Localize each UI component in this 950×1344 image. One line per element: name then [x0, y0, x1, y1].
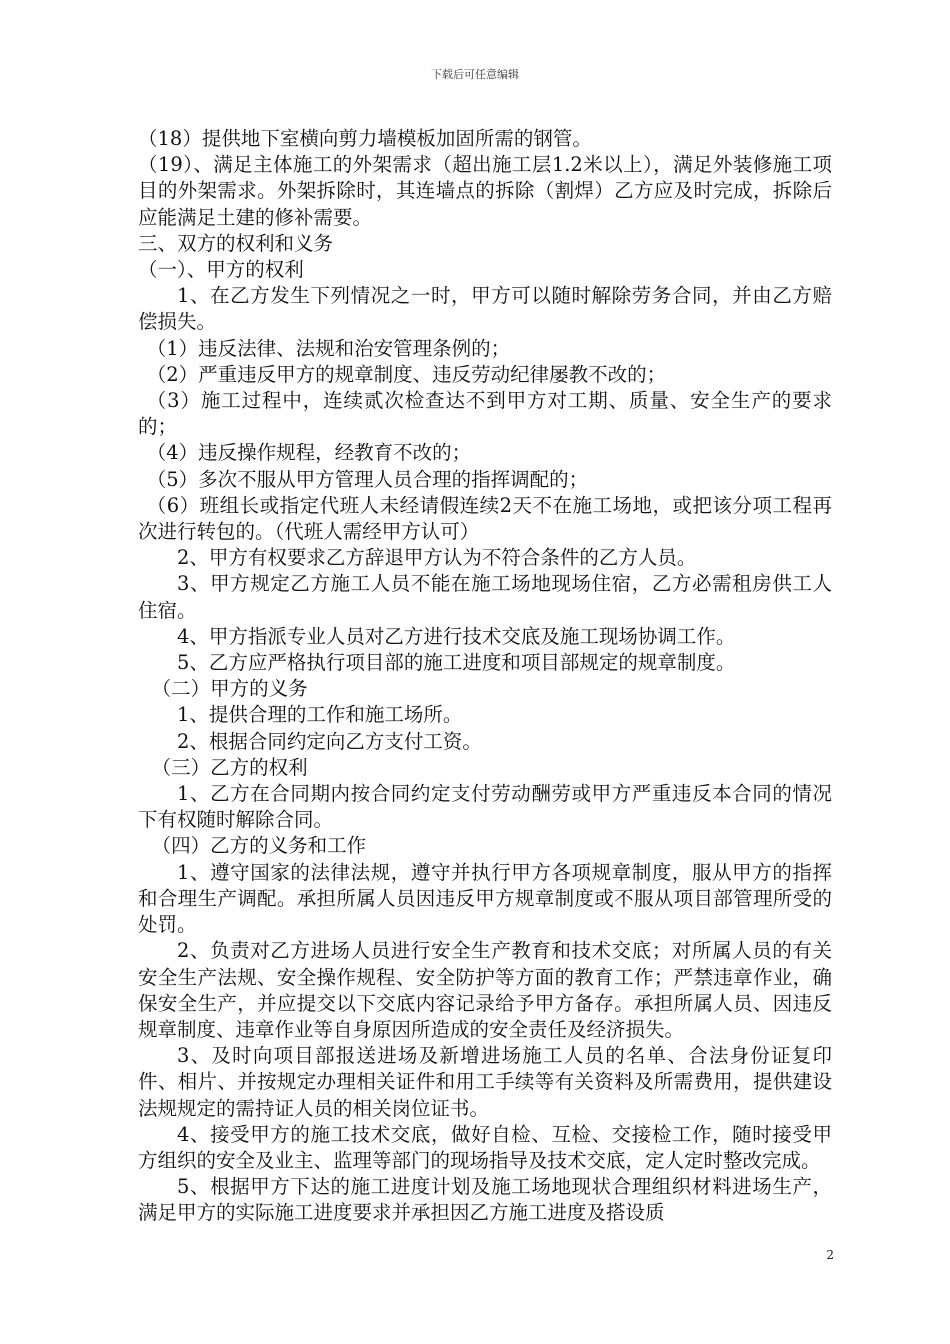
paragraph: 1、在乙方发生下列情况之一时，甲方可以随时解除劳务合同，并由乙方赔偿损失。 [138, 284, 832, 334]
paragraph: 5、乙方应严格执行项目部的施工进度和项目部规定的规章制度。 [177, 651, 736, 675]
paragraph: 4、接受甲方的施工技术交底，做好自检、互检、交接检工作，随时接受甲方组织的安全及业主、监理等部门的现场指导及技术交底，定人定时整改完成。 [138, 1122, 832, 1172]
paragraph: 1、遵守国家的法律法规，遵守并执行甲方各项规章制度，服从甲方的指挥和合理生产调配。承担所属人员因违反甲方规章制度或不服从项目部管理所受的处罚。 [138, 860, 832, 937]
paragraph: 3、及时向项目部报送进场及新增进场施工人员的名单、合法身份证复印件、相片、并按规定办理相关证件和用工手续等有关资料及所需费用，提供建设法规规定的需持证人员的相关岗位证书。 [138, 1044, 832, 1120]
paragraph: 1、提供合理的工作和施工场所。 [177, 703, 463, 727]
list-item: （5）多次不服从甲方管理人员合理的指挥调配的； [146, 467, 589, 491]
subsection-heading: （三）乙方的权利 [151, 755, 308, 779]
paragraph: 2、根据合同约定向乙方支付工资。 [177, 729, 482, 753]
paragraph: 5、根据甲方下达的施工进度计划及施工场地现状合理组织材料进场生产，满足甲方的实际施工进度要求并承担因乙方施工进度及搭设质 [138, 1175, 832, 1225]
page-number: 2 [826, 1248, 834, 1262]
document-body [138, 126, 832, 1227]
subsection-heading: （四）乙方的义务和工作 [151, 834, 367, 858]
subsection-heading: （二）甲方的义务 [151, 677, 308, 701]
paragraph: 4、甲方指派专业人员对乙方进行技术交底及施工现场协调工作。 [177, 624, 736, 648]
list-item: （1）违反法律、法规和治安管理条例的； [146, 336, 511, 360]
paragraph: 2、负责对乙方进场人员进行安全生产教育和技术交底；对所属人员的有关安全生产法规、安全操作规程、安全防护等方面的教育工作；严禁违章作业，确保安全生产，并应提交以下交底内容记录给予甲方备存。承担所属人员、因违反规章制度、违章作业等自身原因所造成的安全责任及经济损失。 [138, 939, 832, 1041]
section-heading: 三、双方的权利和义务 [138, 231, 334, 255]
list-item: （3）施工过程中，连续贰次检查达不到甲方对工期、质量、安全生产的要求的； [138, 389, 832, 439]
list-item: （6）班组长或指定代班人未经请假连续2天不在施工场地，或把该分项工程再次进行转包的。（代班人需经甲方认可） [138, 493, 832, 544]
paragraph: （18）提供地下室横向剪力墙模板加固所需的钢管。 [138, 127, 592, 150]
paragraph: 3、甲方规定乙方施工人员不能在施工场地现场住宿，乙方必需租房供工人住宿。 [138, 572, 832, 622]
list-item: （4）违反操作规程，经教育不改的； [146, 441, 472, 465]
paragraph: 1、乙方在合同期内按合同约定支付劳动酬劳或甲方严重违反本合同的情况下有权随时解除合同。 [138, 782, 832, 832]
paragraph: （19）、满足主体施工的外架需求（超出施工层1.2米以上），满足外装修施工项目的外架需求。外架拆除时，其连墙点的拆除（割焊）乙方应及时完成，拆除后应能满足土建的修补需要。 [138, 153, 832, 229]
list-item: （2）严重违反甲方的规章制度、违反劳动纪律屡教不改的； [146, 362, 667, 386]
paragraph: 2、甲方有权要求乙方辞退甲方认为不符合条件的乙方人员。 [177, 546, 697, 570]
page-header: 下载后可任意编辑 [431, 68, 519, 81]
subsection-heading: （一）、甲方的权利 [138, 258, 304, 282]
